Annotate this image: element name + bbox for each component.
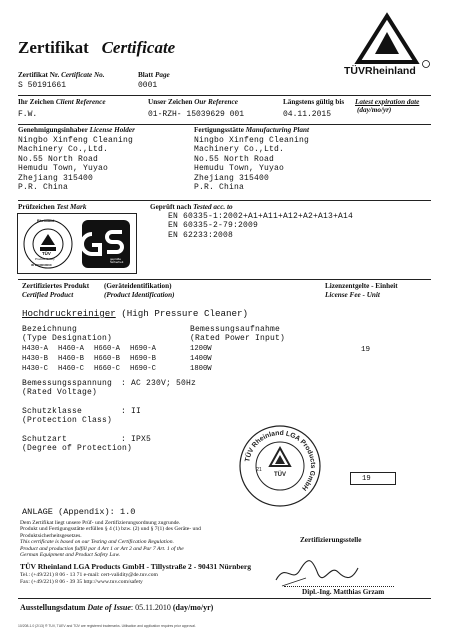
tuv-logo [344, 12, 434, 78]
stamp-icon [238, 424, 322, 508]
device-label: (Geräteidentifikation) (Product Identification) [104, 282, 175, 299]
divider [18, 279, 431, 280]
expiry-label-en: Latest expiration date (day/mo/yr) [355, 98, 420, 114]
contact-tel: Tel.: (+49/221) 8 06 - 13 71 e-mail: cert-validity@de.tuv.com [20, 572, 158, 578]
ip-value: : IPX5 [121, 435, 152, 444]
client-ref-label: Ihr Zeichen Client Reference [18, 98, 106, 106]
table-row: H430-A H460-A H660-A H690-A 1200W [22, 345, 212, 353]
standard-item: EN 62233:2008 [168, 230, 234, 240]
class-label: Schutzklasse (Protection Class) [22, 407, 113, 426]
certification-stamp [238, 424, 322, 508]
divider [18, 124, 431, 125]
client-ref-value: F.W. [18, 110, 38, 119]
our-ref-value: 01-RZH- 15039629 001 [148, 110, 245, 119]
voltage-value: : AC 230V; 50Hz [121, 379, 197, 388]
table-row: H430-C H460-C H660-C H690-C 1800W [22, 365, 212, 373]
divider [18, 200, 431, 201]
type-label: Bezeichnung (Type Designation) [22, 325, 113, 344]
contact-fax: Fax: (+49/221) 8 06 - 39 35 http://www.tuv.com/safety [20, 579, 143, 585]
fee-label: Lizenzentgelte - Einheit License Fee - Unit [325, 282, 398, 299]
page-title-en: Certificate [101, 38, 176, 57]
standard-item: EN 60335-2-79:2009 [168, 221, 259, 231]
test-mark-box [17, 213, 137, 274]
legal-text: Dem Zertifikat liegt unsere Prüf- und Zertifizierungsordnung zugrunde. Produkt und Fertigungsstätte erfüllen § 4 (1) bzw. (2) und § 7(1) des Geräte- und Produktsicherheitsgesetzes. This certificate is based on our Testing and Certification Regulation. Product and production fulfill par 4 Art 1 or Art 2 and Par 7 Art. 1 of the German Equipment and Product Safety Law. [20, 520, 201, 559]
product-name: Hochdruckreiniger (High Pressure Cleaner) [22, 308, 249, 319]
ip-label: Schutzart (Degree of Protection) [22, 435, 133, 454]
page-title: Zertifikat Certificate [18, 38, 176, 57]
holder-label: Genehmigungsinhaber License Holder [18, 126, 135, 134]
class-value: : II [121, 407, 142, 416]
fee-box-value: 19 [362, 475, 371, 483]
holder-address: Ningbo Xinfeng Cleaning Machinery Co.,Ltd. No.55 North Road Hemudu Town, Yuyao Zhejiang 315400 P.R. China [18, 136, 134, 193]
gs-mark-text: geprüfte Sicherheit [110, 257, 124, 265]
signature-line [284, 586, 394, 587]
annex: ANLAGE (Appendix): 1.0 [22, 507, 136, 517]
tuv-badge-id: ID 2000000000 [31, 263, 52, 267]
voltage-label: Bemessungsspannung (Rated Voltage) [22, 379, 113, 398]
table-row: H430-B H460-B H660-B H690-B 1400W [22, 355, 212, 363]
cert-no-label: Zertifikat Nr. Certificate No. [18, 71, 105, 79]
tuv-badge-mid: TÜV [42, 251, 51, 256]
signature [272, 550, 362, 590]
plant-address: Ningbo Xinfeng Cleaning Machinery Co.,Ltd. No.55 North Road Hemudu Town, Yuyao Zhejiang 315400 P.R. China [194, 136, 310, 193]
tested-label: Geprüft nach Tested acc. to [150, 203, 233, 211]
divider [18, 598, 431, 599]
fine-print: 10/208-1.0 (2/13) ® TUV, TUEV and TÜV are registered trademarks. Utilisation and application requires prior approval. [18, 624, 196, 628]
product-name-en: (High Pressure Cleaner) [121, 308, 249, 319]
fee-value: 19 [361, 346, 371, 354]
sheet-value: 0001 [138, 81, 158, 90]
cert-no-value: S 50191661 [18, 81, 67, 90]
stamp-id: 21 [256, 467, 262, 473]
divider [18, 95, 431, 96]
model-table [22, 344, 212, 374]
tuv-badge-top: Rheinland [37, 219, 55, 223]
our-ref-label: Unser Zeichen Our Reference [148, 98, 238, 106]
standards-list [168, 212, 353, 240]
fee-box [350, 472, 396, 485]
test-mark-label: Prüfzeichen Test Mark [18, 203, 87, 211]
tuv-badge-sub: Product Safety [35, 257, 55, 261]
power-label: Bemessungsaufnahme (Rated Power Input) [190, 325, 286, 344]
sheet-label: Blatt Page [138, 71, 170, 79]
certbody-label: Zertifizierungsstelle [300, 536, 362, 544]
company-line: TÜV Rheinland LGA Products GmbH - Tillystraße 2 - 90431 Nürnberg [20, 562, 252, 571]
standard-item: EN 60335-1:2002+A1+A11+A12+A2+A13+A14 [168, 212, 354, 221]
plant-label: Fertigungsstätte Manufacturing Plant [194, 126, 310, 134]
product-label: Zertifiziertes Produkt Certified Product [22, 282, 90, 299]
expiry-value: 04.11.2015 [283, 110, 332, 119]
expiry-format: (day/mo/yr) [357, 106, 392, 114]
stamp-ring-text: TÜV Rheinland LGA Products GmbH [244, 429, 317, 492]
signer-name: Dipl.-Ing. Matthias Grzam [302, 588, 385, 596]
expiry-label: Längstens gültig bis [283, 98, 345, 106]
tuv-logo-text: TÜVRheinland [344, 65, 416, 77]
stamp-center-text: TÜV [274, 472, 286, 478]
issue-date: Ausstellungsdatum Date of Issue: 05.11.2010 (day/mo/yr) [20, 603, 214, 612]
